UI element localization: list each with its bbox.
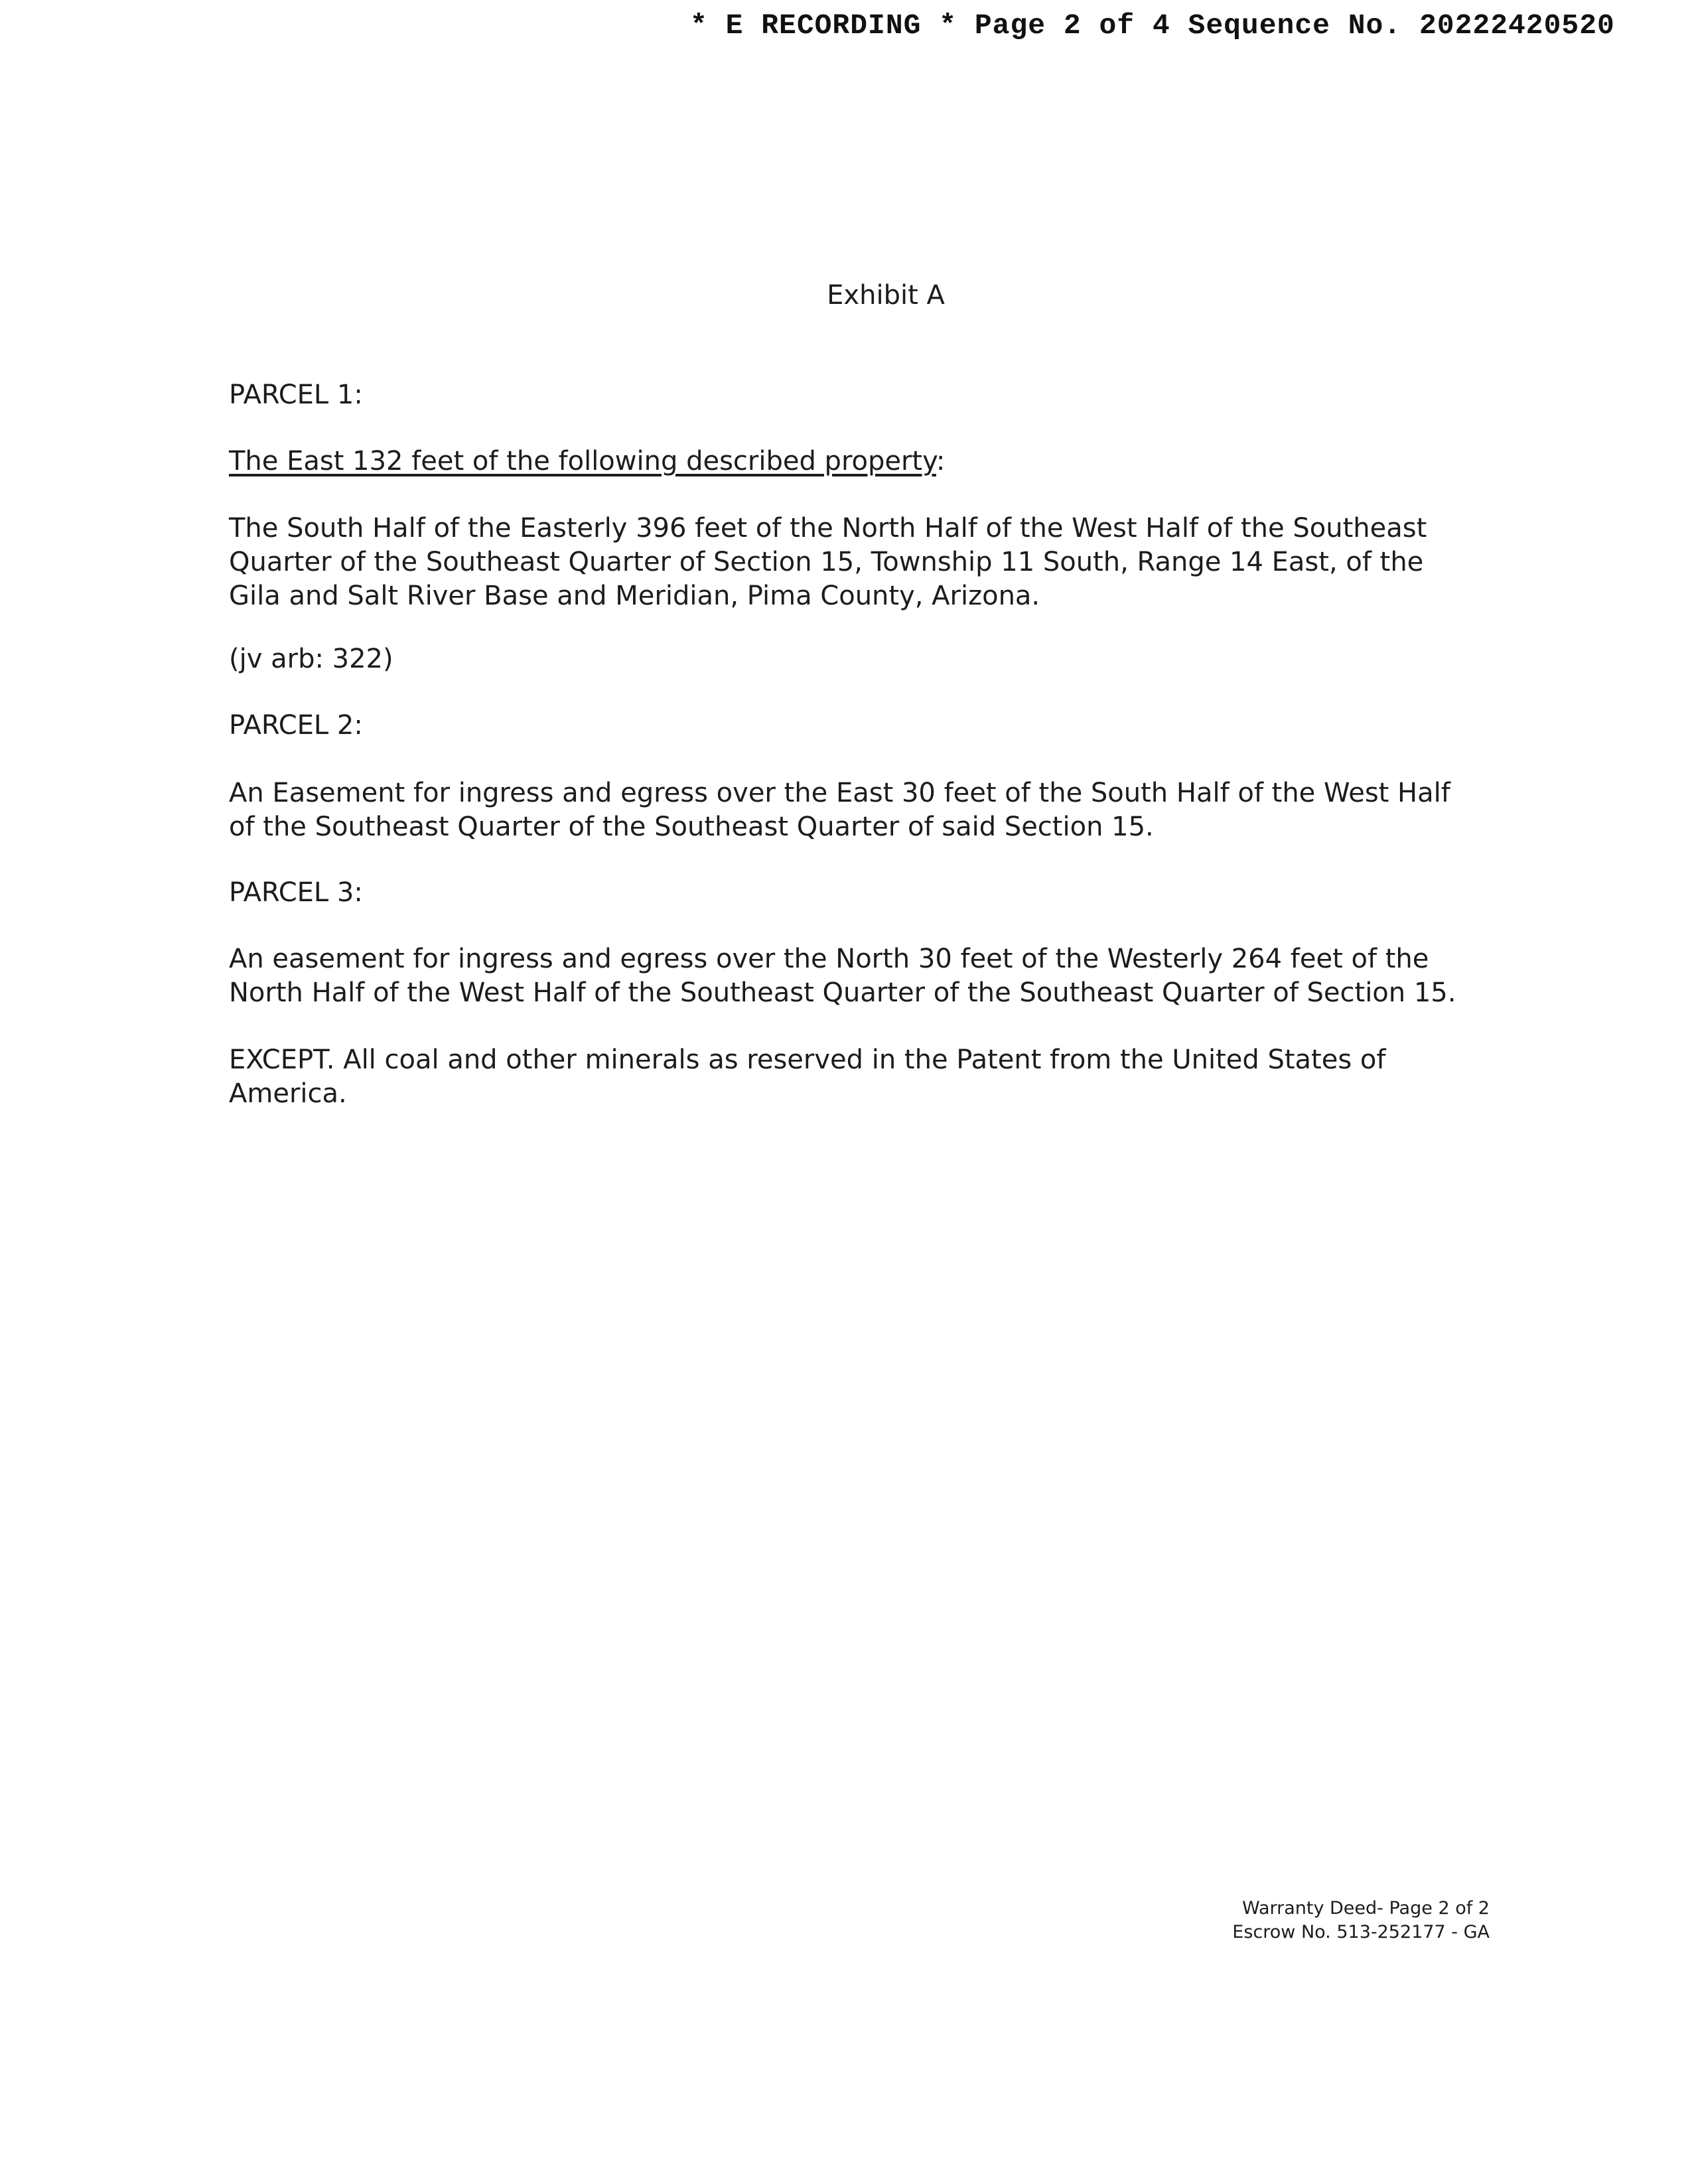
exhibit-title: Exhibit A [827,280,945,311]
parcel-2-description: An Easement for ingress and egress over the East 30 feet of the South Half of the West Half of the Southeast Quarter of the Southeast Quarter of said Section 15. [229,778,1450,842]
exception-clause: EXCEPT. All coal and other minerals as reserved in the Patent from the United States of America. [229,1045,1386,1109]
parcel-1-intro-suffix: : [936,446,946,476]
parcel-1-heading: PARCEL 1: [229,380,363,410]
page-footer [1232,1897,1490,1944]
recording-stamp: * E RECORDING * Page 2 of 4 Sequence No. 20222420520 [690,9,1615,42]
footer-deed-page: Warranty Deed- Page 2 of 2 [1241,1898,1490,1919]
parcel-1-description: The South Half of the Easterly 396 feet of the North Half of the West Half of the Southeast Quarter of the Southeast Quarter of Section 15, Township 11 South, Range 14 East, of the Gila and Salt River Base and Meridian, Pima County, Arizona. [229,513,1427,611]
parcel-1-intro-underlined: The East 132 feet of the following described property [229,446,936,476]
parcel-3-description: An easement for ingress and egress over the North 30 feet of the Westerly 264 feet of the North Half of the West Half of the Southeast Quarter of the Southeast Quarter of Section 15. [229,944,1456,1008]
footer-escrow-number: Escrow No. 513-252177 - GA [1232,1922,1490,1942]
parcel-3-heading: PARCEL 3: [229,877,363,908]
parcel-2-heading: PARCEL 2: [229,710,363,741]
parcel-1-intro [229,445,1476,478]
parcel-1-note: (jv arb: 322) [229,644,393,674]
